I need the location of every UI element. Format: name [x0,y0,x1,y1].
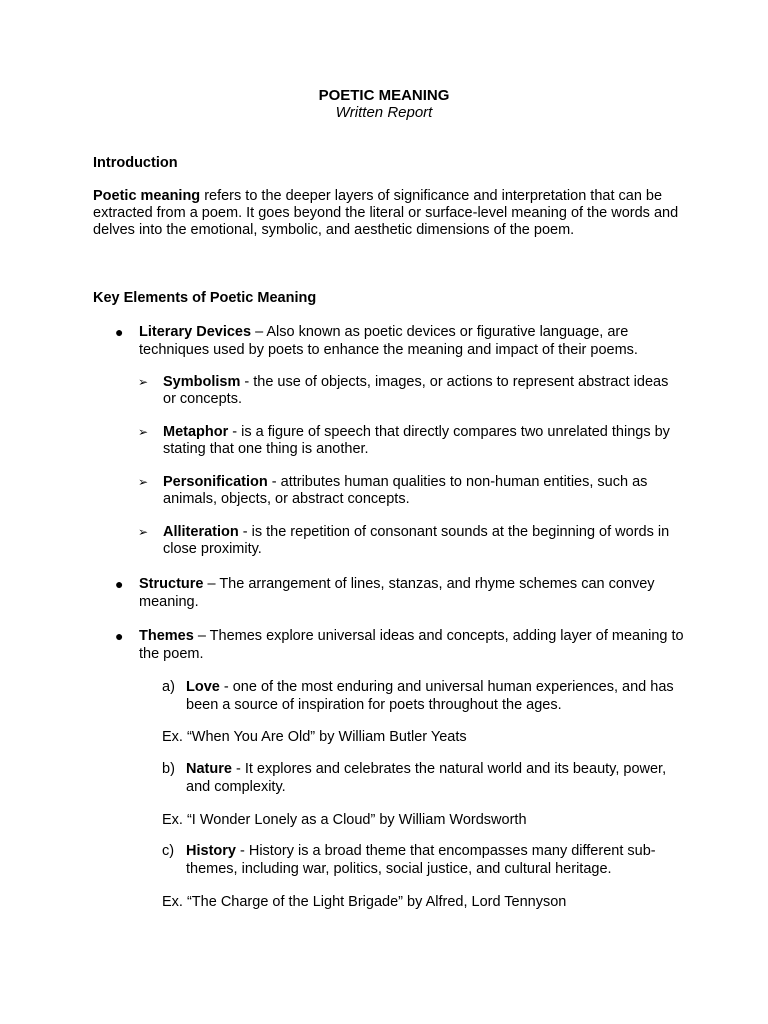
arrow-bullet-icon: ➢ [138,375,149,389]
theme-text: - It explores and celebrates the natural world and its beauty, power, and complexity. [186,761,667,795]
document-subtitle: Written Report [335,104,433,121]
theme-love [186,678,686,714]
bullet-text: – Themes explore universal ideas and concepts, adding layer of meaning to the poem. [139,628,684,662]
theme-example: Ex. “I Wonder Lonely as a Cloud” by William Wordsworth [162,812,527,828]
arrow-bullet-icon: ➢ [138,425,149,439]
theme-term: Nature [186,761,232,777]
device-personification [163,474,683,508]
bullet-themes [139,627,684,663]
device-metaphor [163,424,683,458]
bullet-term: Literary Devices [139,324,252,340]
device-text: - is the repetition of consonant sounds at the beginning of words in close proximity. [163,524,670,557]
device-term: Metaphor [163,424,229,440]
device-text: - attributes human qualities to non-human entities, such as animals, objects, or abstract concepts. [163,474,648,507]
device-text: - is a figure of speech that directly compares two unrelated things by stating that one thing is another. [163,424,670,457]
theme-example: Ex. “The Charge of the Light Brigade” by Alfred, Lord Tennyson [162,894,567,910]
introduction-term: Poetic meaning [93,188,201,204]
theme-marker: c) [162,843,175,859]
theme-marker: b) [162,761,175,777]
bullet-literary-devices [139,323,684,359]
theme-nature [186,760,686,796]
theme-text: - History is a broad theme that encompasses many different sub-themes, including war, politics, social justice, and cultural heritage. [186,843,656,877]
theme-history [186,842,686,878]
bullet-term: Structure [139,576,204,592]
bullet-marker: ● [115,576,124,592]
theme-text: - one of the most enduring and universal human experiences, and has been a source of inspiration for poets throughout the ages. [186,679,674,713]
bullet-marker: ● [115,324,124,340]
arrow-bullet-icon: ➢ [138,525,149,539]
bullet-text: – Also known as poetic devices or figurative language, are techniques used by poets to enhance the meaning and impact of their poems. [139,324,638,358]
device-term: Symbolism [163,374,241,390]
document-title: POETIC MEANING [318,87,450,104]
arrow-bullet-icon: ➢ [138,475,149,489]
theme-term: Love [186,679,220,695]
introduction-paragraph [93,188,683,239]
bullet-structure [139,575,684,611]
bullet-term: Themes [139,628,194,644]
introduction-text: refers to the deeper layers of significance and interpretation that can be extracted from a poem. It goes beyond the literal or surface-level meaning of the words and delves into the emotional, symbolic, and aesthetic dimensions of the poem. [93,188,679,238]
device-symbolism [163,374,683,408]
device-alliteration [163,524,683,558]
bullet-marker: ● [115,628,124,644]
key-elements-heading: Key Elements of Poetic Meaning [93,290,317,306]
bullet-text: – The arrangement of lines, stanzas, and rhyme schemes can convey meaning. [139,576,655,610]
theme-example: Ex. “When You Are Old” by William Butler Yeats [162,729,467,745]
theme-term: History [186,843,236,859]
theme-marker: a) [162,679,175,695]
introduction-heading: Introduction [93,155,178,171]
device-term: Alliteration [163,524,239,540]
device-text: - the use of objects, images, or actions to represent abstract ideas or concepts. [163,374,669,407]
device-term: Personification [163,474,268,490]
